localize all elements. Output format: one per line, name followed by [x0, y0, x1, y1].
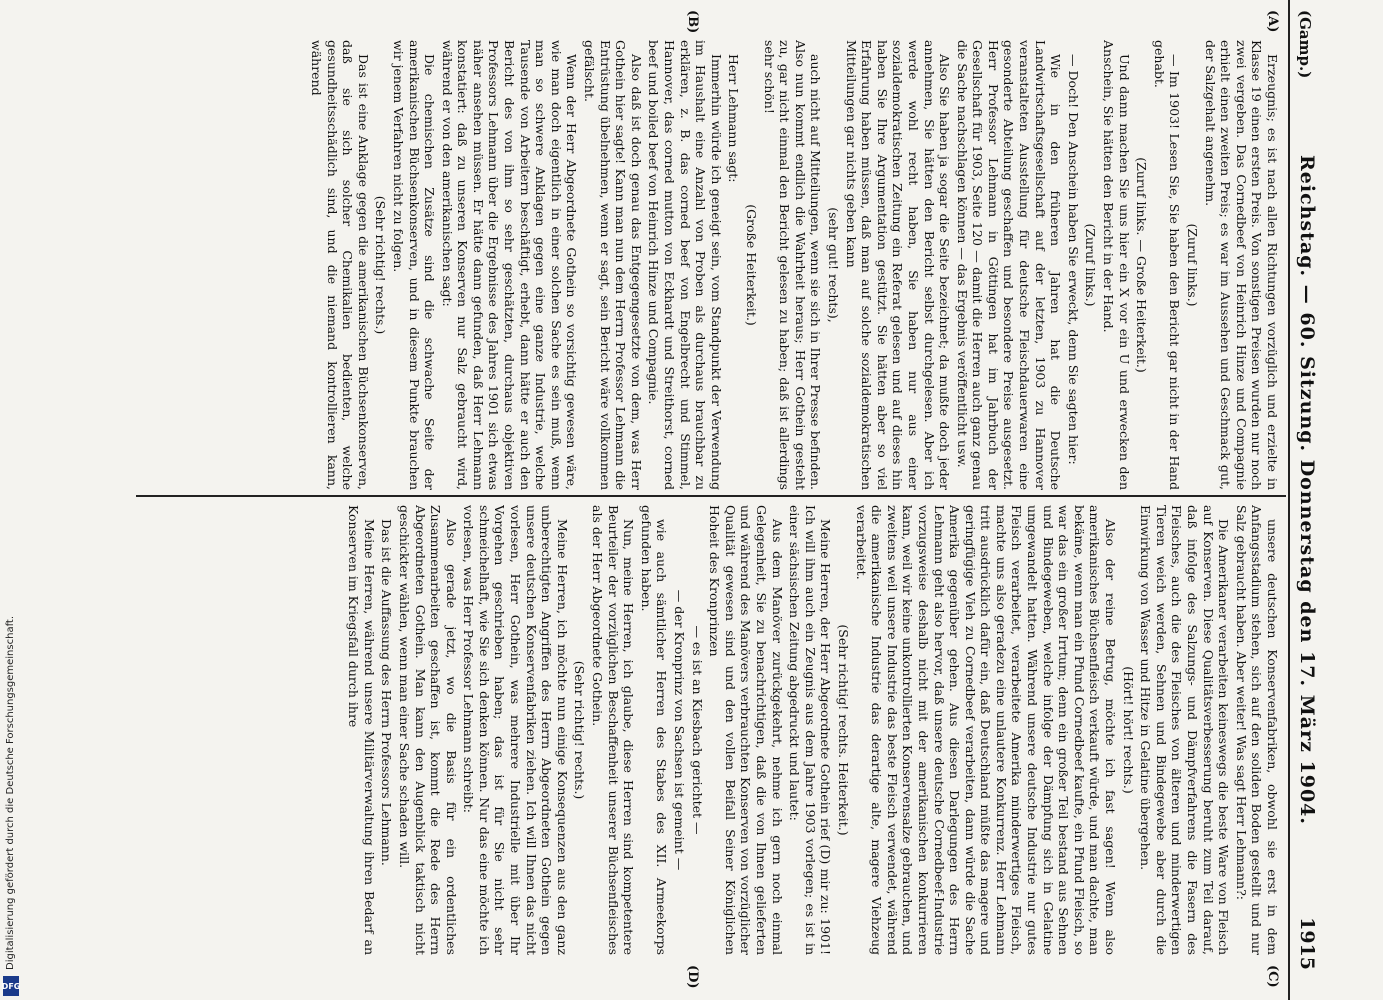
paragraph: Meine Herren, während unsere Militärverwaltung ihren Bedarf an Konserven im Kriegsfall durch ihre [346, 505, 377, 955]
paragraph: Nun, meine Herren, ich glaube, diese Herren sind kompetentere Beurteiler der vorzüglichen Beschaffenheit unserer Büchsenfleisches als der Herr Abgeordnete Gothein. [590, 505, 637, 955]
paragraph: (Zuruf links. — Große Heiterkeit.) [1134, 157, 1150, 373]
paragraph: Immerhin würde ich geneigt sein, vom Standpunkt der Verwendung im Haushalt eine Anzahl von Proben als durchaus brauchbar zu erklären, z. B. das corned beef von Engelbrecht und Stimmel, Hannover, das corned mutton von Eckhardt und Streithorst, corned beef und boiled beef von Heinrich Hinze und Compagnie. [646, 40, 724, 490]
right-column [130, 505, 1280, 955]
paragraph: Die Amerikaner verarbeiten keineswegs die beste Ware von Fleisch auf Konserven. Diese Qualitätsverbesserung beruht zum Teil darauf, daß infolge des Salzungs- und Dämpfverfahrens die Fasern des Fleisches, auch die des Fleisches von älteren und minderwertigen Tieren weich werden, Sehnen und Bindegewebe aber durch die Einwirkung von Wasser und Hitze in Gelatine übergehen. [1138, 505, 1232, 955]
paragraph: Und dann machen Sie uns hier ein X vor ein U und erwecken den Anschein, Sie hätten den Bericht in der Hand. [1101, 40, 1132, 490]
marker-a: (A) [1265, 10, 1280, 33]
paragraph: Meine Herren, der Herr Abgeordnete Gothein rief (D) mir zu: 1901! Ich will ihm auch ein Zeugnis aus dem Jahre 1903 vorlegen; es ist in einer sächsischen Zeitung abgedruckt und lautet: [787, 505, 834, 955]
paragraph: wie auch sämtlicher Herren des Stabes des XII. Armeekorps gefunden haben. [638, 505, 670, 955]
paragraph: — Doch! Den Anschein haben Sie erweckt, denn Sie sagten hier: [1065, 54, 1081, 465]
paragraph: Wie in den früheren Jahren hat die Deutsche Landwirtschaftsgesellschaft auf der letzten, 1903 zu Hannover veranstalteten Ausstellung für deutsche Fleischdauerwaren eine gesonderte Abteilung geschaffen und besondere Preise ausgesetzt. Herr Professor Lehmann in Göttingen hat im Jahrbuch der Gesellschaft für 1903, Seite 120 — damit die Herren auch ganz genau die Sache nachschlagen können — das Ergebnis veröffentlicht usw. [954, 40, 1064, 490]
paragraph: Das ist die Auffassung des Herrn Professors Lehmann. [379, 519, 395, 866]
marker-c: (C) [1265, 965, 1280, 988]
paragraph: Also Sie haben ja sogar die Seite bezeichnet; da mußte doch jeder annehmen, Sie hätten den Bericht selbst durchgelesen. Aber ich werde wohl recht haben, Sie haben nur aus einer sozialdemokratischen Zeitung ein Referat gelesen und auf dieses hin haben Sie Ihre Argumentation gestützt. Sie hätten aber so viel Erfahrung haben müssen, daß man auf solche sozialdemokratischen Mitteilungen gar nichts geben kann [843, 40, 953, 490]
rotated-page [100, 0, 1320, 1000]
dfg-logo: DFG [3, 976, 19, 996]
paragraph: Meine Herren, ich möchte nun einige Konsequenzen aus den ganz unberechtigten Angriffen des Herrn Abgeordneten Gothein gegen unsere deutschen Konservenfabriken ziehen. Ich will Ihnen das nicht vorlesen, Herr Gothein, was mehrere Industrielle mit über Ihr Vorgehen geschrieben haben; das ist für Sie nicht sehr schmeichelhaft, wie Sie sich denken können. Nur das eine möchte ich vorlesen, was Herr Professor Lehmann schreibt: [461, 505, 570, 955]
paragraph: (Zuruf links.) [1083, 223, 1099, 307]
paragraph: (Hört! hört! rechts.) [1120, 666, 1136, 794]
paragraph: Die chemischen Zusätze sind die schwache Seite der amerikanischen Büchsenkonserven, und in diesem Punkte brauchen wir jenem Verfahren nicht zu folgen. [390, 40, 438, 490]
paragraph: Das ist eine Anklage gegen die amerikanischen Büchsenkonserven, daß sie sich solcher Chemikalien bedienten, welche gesundheitsschädlich sind, und die niemand kontrollieren kann, während [308, 40, 371, 490]
paragraph: — der Kronprinz von Sachsen ist gemeint — [672, 589, 688, 871]
paragraph: Herr Lehmann sagt: [726, 54, 742, 183]
paragraph: Also der reine Betrug, möchte ich fast sagen! Wenn also amerikanisches Büchsenfleisch verkauft würde, und man dachte, man bekäme, wenn man ein Pfund Cornedbeef kaufte, ein Pfund Fleisch, so war das ein großer Irrtum; denn ein großer Teil bestand aus Sehnen und Bindegeweben, welche infolge der Dämpfung sich in Gelatine umgewandelt hatten. Während unsere deutsche Industrie nur gutes Fleisch verarbeitet, verarbeitete Amerika minderwertiges Fleisch, machte uns also geradezu eine unlautere Konkurrenz. Herr Lehmann tritt ausdrücklich dafür ein, daß Deutschland müßte das magere und geringfügige Vieh zu Cornedbeef verarbeiten, dann würde die Sache Amerika gegenüber gehen. Aus diesen Darlegungen des Herrn Lehmann geht also hervor, daß unsere deutsche Cornedbeef-Industrie vorzugsweise deshalb nicht mit der amerikanischen konkurrieren kann, weil wir keine unkontrollierten Konservensalze gebrauchen, und zweitens weil unsere Industrie das beste Fleisch verwendet, während die amerikanische Industrie das derartige alte, magere Viehzeug verarbeitet. [853, 505, 1119, 955]
paragraph: Erzeugnis; es ist nach allen Richtungen vorzüglich und erzielte in Klasse 19 einen ersten Preis. Von sonstigen Preisen wurden nur noch zwei vergeben. Das Cornedbeef von Heinrich Hinze und Compagnie erhielt einen zweiten Preis; es war im Aussehen und Geschmack gut, der Salzgehalt angenehm. [1202, 40, 1280, 490]
paragraph: (Zuruf links.) [1185, 223, 1201, 307]
paragraph: Also gerade jetzt, wo die Basis für ein ordentliches Zusammenarbeiten geschaffen ist, kommt die Rede des Herrn Abgeordneten Gothein. Man kann den Augenblick taktisch nicht geschickter wählen, wenn man einer Sache schaden will. [396, 505, 459, 955]
paragraph: Aus dem Manöver zurückgekehrt, nehme ich gern noch einmal Gelegenheit, Sie zu benachrichtigen, daß die von Ihnen gelieferten und während des Manövers verbrauchten Konserven von vorzüglicher Qualität gewesen sind und den vollen Beifall Seiner Königlichen Hoheit des Kronprinzen [707, 505, 785, 955]
paragraph: auch nicht auf Mitteilungen, wenn sie sich in Ihrer Presse befinden. Also nun kommt endlich die Wahrheit heraus; Herr Gothein gesteht zu, gar nicht einmal den Bericht gelesen zu haben; daß ist allerdings sehr schön! [761, 40, 824, 490]
speaker-label: (Gamp.) [1296, 10, 1314, 79]
credit-text: Digitalisierung gefördert durch die Deutsche Forschungsgemeinschaft. [5, 615, 16, 970]
paragraph: (Sehr richtig! rechts. Heiterkeit.) [835, 624, 851, 836]
digitization-credit [0, 0, 22, 1000]
paragraph: (Sehr richtig! rechts.) [373, 195, 389, 335]
paragraph: Wenn der Herr Abgeordnete Gothein so vorsichtig gewesen wäre, wie man doch eigentlich in einer solchen Sache es sein muß, wenn man so schwere Anklagen gegen eine ganze Industrie, welche Tausende von Arbeitern beschäftigt, erhebt, dann hätte er auch den Bericht des von ihm so sehr geschätzten, durchaus objektiven Professors Lehmann über die Ergebnisse des Jahres 1901 sich etwas näher ansehen müssen. Er hätte dann gefunden, daß Herr Lehmann konstatiert: daß zu unseren Konserven nur Salz gebraucht wird, während er von den amerikanischen sagt: [439, 40, 580, 490]
paragraph: — Im 1903! Lesen Sie, Sie haben den Bericht gar nicht in der Hand gehabt. [1151, 40, 1183, 490]
column-divider [136, 495, 1286, 497]
header-rule [1288, 0, 1290, 1000]
marker-d: (D) [685, 965, 700, 989]
page-header [1290, 10, 1320, 970]
paragraph: unsere deutschen Konservenfabriken, obwohl sie erst in dem Anfangsstadium stehen, sich auf den soliden Boden gestellt und nur Salz gebraucht haben. Aber weiter! Was sagt Herr Lehmann?: [1233, 505, 1280, 955]
page-title: Reichstag. — 60. Sitzung. Donnerstag den 17. März 1904. [1296, 155, 1318, 825]
paragraph: Also daß ist doch genau das Entgegengesetzte von dem, was Herr Gothein hier sagte! Kann man nun dem Herrn Professor Lehmann die Entrüstung übelnehmen, wenn er sagt, sein Bericht wäre vollkommen gefälscht. [582, 40, 644, 490]
paragraph: — es ist an Kiesbach gerichtet — [689, 625, 705, 835]
paragraph: (Große Heiterkeit.) [744, 204, 759, 326]
marker-b: (B) [685, 10, 700, 34]
page-number: 1915 [1296, 917, 1318, 970]
left-column [130, 40, 1280, 490]
paragraph: (sehr gut! rechts), [825, 207, 841, 323]
paragraph: (Sehr richtig! rechts.) [572, 660, 588, 800]
